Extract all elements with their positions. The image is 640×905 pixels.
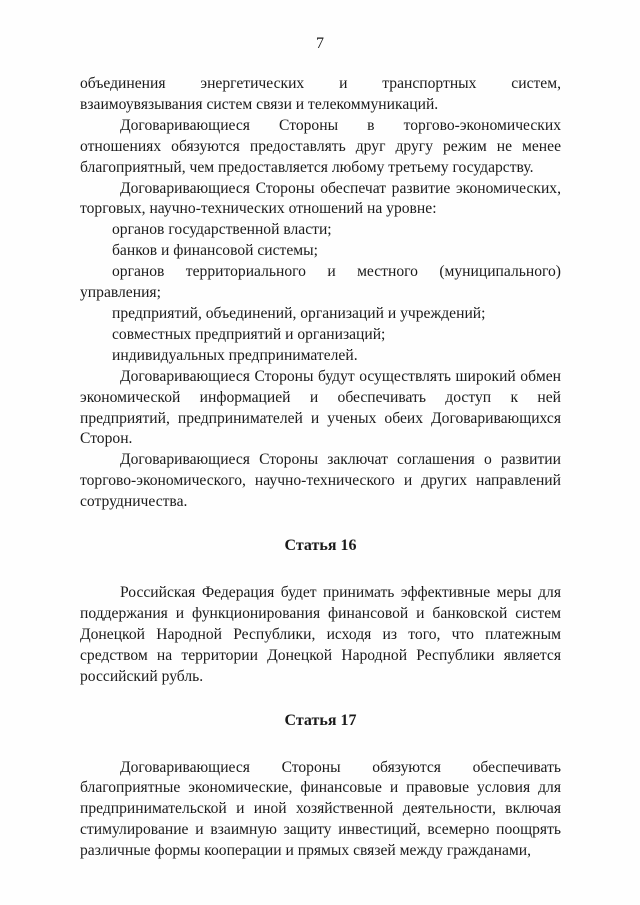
paragraph-agreements: Договаривающиеся Стороны заключат соглашения о развитии торгово-экономического, научно-технического и других направлений сотрудничества. (80, 451, 561, 511)
paragraph-trade-regime: Договаривающиеся Стороны в торгово-экономических отношениях обязуются предоставлять друг другу режим не менее благоприятный, чем предоставляется любому третьему государству. (80, 116, 561, 176)
article-16-text: Российская Федерация будет принимать эффективные меры для поддержания и функционирования финансовой и банковской систем Донецкой Народной Республики, исходя из того, что платежным средством на территории Донецкой Народной Республики является российский рубль. (80, 584, 561, 685)
article-16-heading: Статья 16 (284, 537, 357, 555)
article-17-text: Договаривающиеся Стороны обязуются обеспечивать благоприятные экономические, финансовые и правовые условия для предпринимательской и иной хозяйственной деятельности, включая стимулирование и взаимную защиту инвестиций, всемерно поощрять различные формы кооперации и прямых связей между гражданами, (80, 758, 561, 860)
list-item: совместных предприятий и организаций; (112, 325, 386, 343)
list-item: индивидуальных предпринимателей. (112, 346, 358, 364)
list-item: предприятий, объединений, организаций и учреждений; (112, 304, 486, 322)
article-17-heading: Статья 17 (284, 711, 357, 729)
document-body (80, 74, 561, 862)
list-item: банков и финансовой системы; (112, 242, 318, 260)
paragraph-information-exchange: Договаривающиеся Стороны будут осуществлять широкий обмен экономической информацией и обеспечивать доступ к ней предприятий, предпринимателей и ученых обеих Договаривающихся Сторон. (80, 367, 561, 448)
list-item: органов территориального и местного (муниципального) управления; (80, 263, 561, 302)
list-item: органов государственной власти; (112, 221, 332, 239)
paragraph-continuation: объединения энергетических и транспортных систем, взаимоувязывания систем связи и телекоммуникаций. (80, 75, 561, 113)
paragraph-development-levels: Договаривающиеся Стороны обеспечат развитие экономических, торговых, научно-технических отношений на уровне: (80, 179, 561, 218)
page-number: 7 (316, 35, 324, 52)
